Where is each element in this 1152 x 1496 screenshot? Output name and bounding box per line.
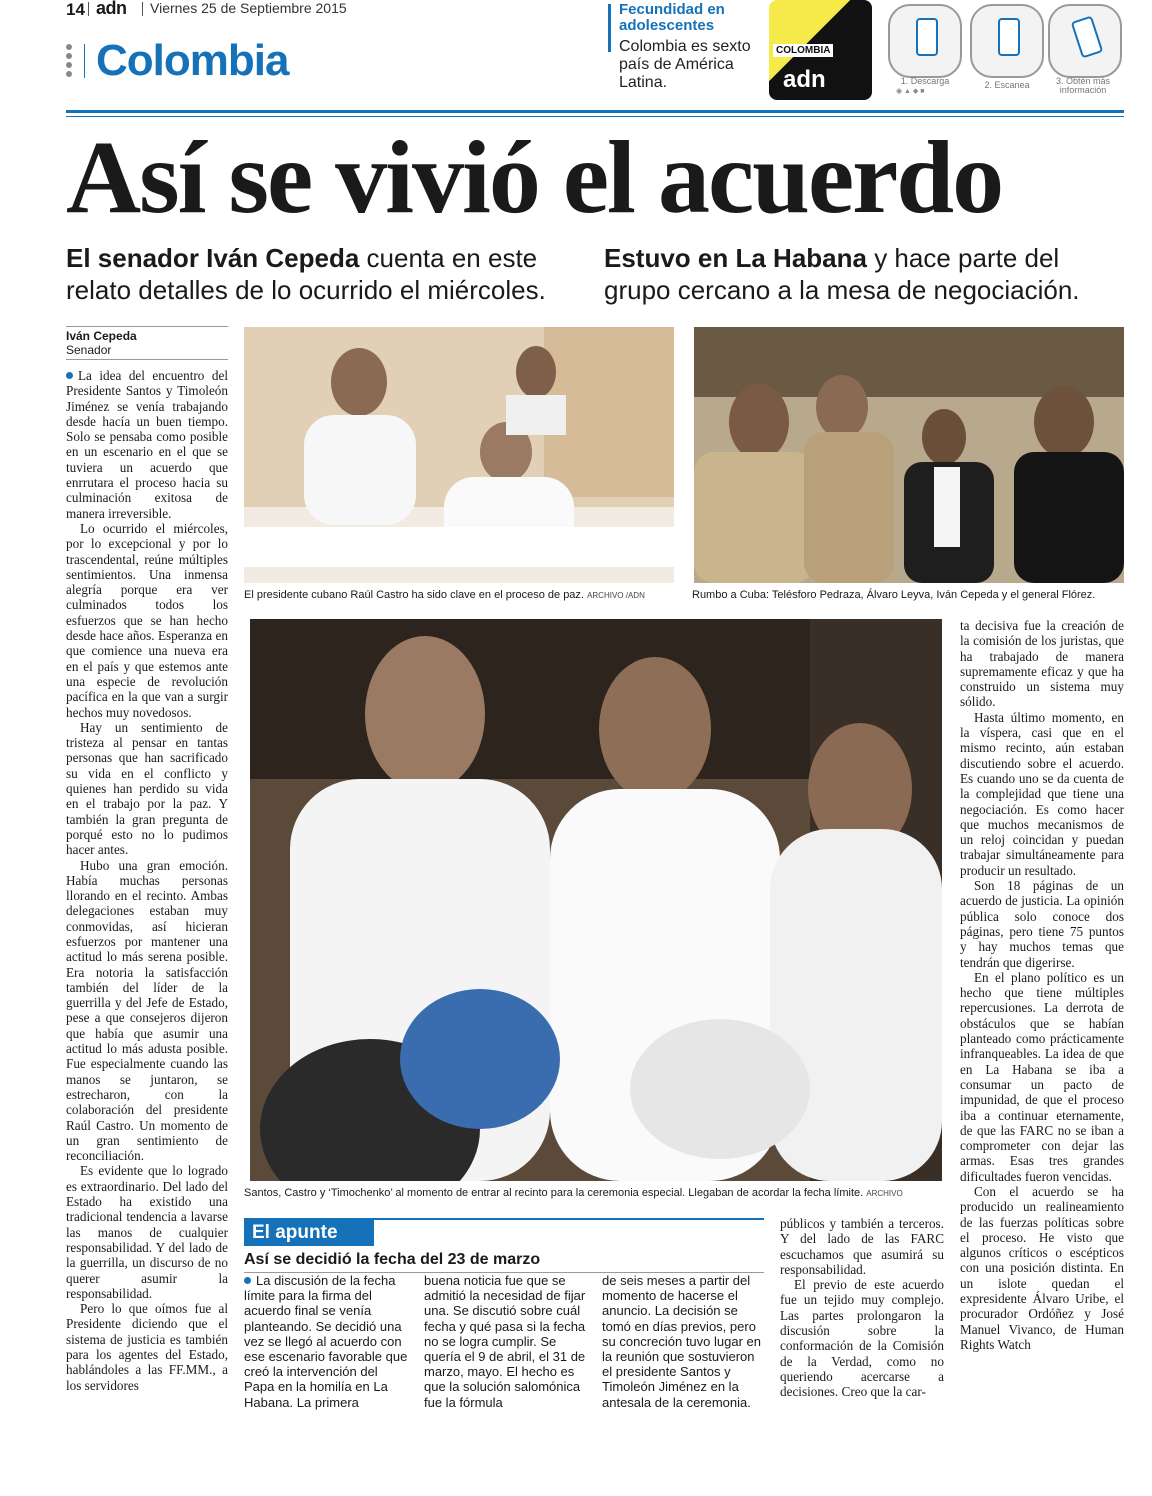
paragraph: Pero lo que oímos fue al Presidente diciendo que el sistema de justicia es también para los agentes del Estado, hablándoles a las FF.MM., a los servidores (66, 1301, 228, 1393)
divider (66, 359, 228, 360)
section-title: Colombia (96, 36, 289, 85)
deck-left (66, 242, 586, 306)
divider (84, 44, 85, 78)
photo-castro-image (244, 327, 674, 583)
brand-logo: adn (96, 0, 127, 18)
header-rule (66, 110, 1124, 113)
step-download (888, 4, 962, 78)
paragraph: Lo ocurrido el miércoles, por lo excepcional y por lo trascendental, reúne múltiples sentimientos. Una inmensa alegría porque era ver culminados todos los esfuerzos que se han hecho desde hace años. Esperanza en que comience una nueva era en el país y que estemos ante una especie de revolución pacífica en la que van a surgir hechos muy novedosos. (66, 520, 228, 720)
byline (66, 329, 137, 357)
app-badge-logo: adn (783, 66, 826, 93)
promo-title[interactable]: Fecundidad en adolescentes (619, 1, 725, 34)
deck-right-bold: Estuvo en La Habana (604, 243, 867, 273)
photo-plane (694, 327, 1124, 583)
store-icons: ◉ ▲ ◆ ■ (896, 88, 925, 95)
paragraph: Hubo una gran emoción. Había muchas personas llorando en el recinto. Ambas delegaciones estaban muy conmovidas, así hicieran esfuerzos por mantener una actitud lo más serena posible. Era notoria la satisfacción también del líder de la guerrilla y del Jefe de Estado, pese a que consejeros dijeron que había que asumir una actitud lo más adusta posible. Fue especialmente cuando las manos se juntaron, se estrecharon, con la colaboración del presidente Raúl Castro. Un momento de un gran sentimiento de reconciliación. (66, 857, 228, 1164)
step-info-label: 3. Obtén más información (1055, 76, 1111, 95)
photo-main-image (250, 619, 942, 1181)
paragraph: públicos y también a terceros. Y del lado de las FARC escuchamos que asumirá su responsabilidad. (780, 1216, 944, 1277)
deck-left-bold: El senador Iván Cepeda (66, 243, 360, 273)
divider (66, 326, 228, 327)
phone-info-icon (1071, 16, 1104, 59)
photo-castro-caption: El presidente cubano Raúl Castro ha sido clave en el proceso de paz. ARCHIVO /ADN (244, 589, 645, 601)
paragraph: Hay un sentimiento de tristeza al pensar en tantas personas que han sacrificado su vida en el conflicto y quienes han perdido su vida en el trabajo por la paz. Y también la gran pregunta de porqué esto no lo pudimos hacer antes. (66, 719, 228, 858)
phone-download-icon (916, 18, 938, 56)
issue-date: Viernes 25 de Septiembre 2015 (150, 0, 347, 16)
sidebar-column-2: buena noticia fue que se admitió la necesidad de fijar una. Se discutió sobre cuál fecha y qué pasa si la fecha no se logra cumplir. Se quería el 9 de abril, el 31 de marzo, mayo. El hecho es que la solución salomónica fue la fórmula (424, 1273, 586, 1410)
article-column-right (960, 618, 1124, 1408)
app-badge-label: COLOMBIA (773, 44, 833, 57)
photo-plane-caption: Rumbo a Cuba: Telésforo Pedraza, Álvaro Leyva, Iván Cepeda y el general Flórez. (692, 589, 1096, 601)
paragraph: Con el acuerdo se ha producido un realineamiento de las fuerzas políticas sobre el proceso. He visto que algunos críticos o escépticos con una posición distinta. En un islote quedan el expresidente Álvaro Uribe, el procurador Ordóñez y José Manuel Vivanco, de Human Rights Watch (960, 1183, 1124, 1352)
sidebar-title: Así se decidió la fecha del 23 de marzo (244, 1251, 541, 1268)
step-scan (970, 4, 1044, 78)
section-dots-icon (66, 44, 72, 80)
byline-role: Senador (66, 343, 112, 357)
photo-main (250, 619, 942, 1181)
bullet-icon (244, 1277, 251, 1284)
paragraph: ta decisiva fue la creación de la comisión de los juristas, que ha trabajado de manera supremamente eficaz y que ha construido un sistema muy sólido. (960, 618, 1124, 710)
page-number: 14 (66, 0, 85, 19)
paragraph: En el plano político es un hecho que tiene múltiples repercusiones. La derrota de obstáculos que se habían planteado como prácticamente infranqueables. La idea de que en La Habana se iba a consumar un pacto de impunidad, de que el proceso iba a continuar eternamente, de que las FARC no se iban a comprometer con dejar las armas. Esas tres grandes dificultades fueron vencidas. (960, 969, 1124, 1184)
step-info (1048, 4, 1122, 78)
sidebar-column-1: La discusión de la fecha límite para la firma del acuerdo final se venía planteando. Se decidió una vez se llegó al acuerdo con ese escenario favorable que creó la intervención del Papa en la homilía en La Habana. La primera (244, 1273, 408, 1410)
sidebar-label: El apunte (244, 1220, 374, 1246)
promo-accent (608, 4, 611, 52)
header-rule-thin (66, 116, 1124, 117)
photo-castro (244, 327, 674, 583)
phone-scan-icon (998, 18, 1020, 56)
article-column-1 (66, 368, 228, 1408)
paragraph: La idea del encuentro del Presidente Santos y Timoleón Jiménez se venía trabajando desde hacía un buen tiempo. Solo se pensaba como posible en un escenario en el que se tuviera un acuerdo que enrrutara el proceso hacia su culminación exitosa de manera irreversible. (66, 368, 228, 521)
paragraph: Son 18 páginas de un acuerdo de justicia. La opinión pública solo conoce dos páginas, pero tiene 75 puntos y hay muchos temas que tendrán que digerirse. (960, 878, 1124, 970)
photo-main-caption: Santos, Castro y ‘Timochenko’ al momento de entrar al recinto para la ceremonia especial. Llegaban de acordar la fecha límite. ARCHIVO (244, 1187, 903, 1199)
bullet-icon (66, 372, 73, 379)
deck-right (604, 242, 1124, 306)
paragraph: El previo de este acuerdo fue un tejido muy complejo. Las partes prolongaron la discusión sobre la conformación de la Comisión de la Verdad, como no queriendo acercarse a decisiones. Creo que la car- (780, 1277, 944, 1400)
article-column-bottom (780, 1216, 944, 1416)
divider (88, 2, 89, 16)
deck-left-text: cuenta en este relato detalles de lo ocurrido el miércoles. (66, 243, 546, 305)
sidebar-column-3: de seis meses a partir del momento de hacerse el anuncio. La decisión se tomó en días previos, pero su concreción tuvo lugar en la reunión que sostuvieron el presidente Santos y Timoleón Jiménez en la antesala de la ceremonia. (602, 1273, 761, 1410)
promo-text[interactable]: Colombia es sexto país de América Latina. (619, 38, 751, 91)
step-download-label: 1. Descarga (900, 76, 950, 86)
paragraph: Hasta último momento, en la víspera, casi que en el mismo recinto, aún estaban discutiendo sobre el acuerdo. Es cuando uno se da cuenta de la complejidad que tiene una negociación. Es como hacer que muchos mecanismos de un reloj coincidan y puedan trabajar simultáneamente para producir un resultado. (960, 709, 1124, 878)
photo-plane-image (694, 327, 1124, 583)
paragraph: Es evidente que lo logrado es extraordinario. Del lado del Estado ha existido una tradicional tendencia a lavarse las manos de cualquier responsabilidad. Y del lado de la guerrilla, un discurso de no querer asumir la responsabilidad. (66, 1163, 228, 1301)
byline-name: Iván Cepeda (66, 329, 137, 343)
step-scan-label: 2. Escanea (984, 80, 1030, 90)
divider (142, 2, 143, 16)
headline: Así se vivió el acuerdo (66, 120, 1003, 235)
app-badge[interactable] (769, 0, 872, 100)
deck-right-text: y hace parte del grupo cercano a la mesa de negociación. (604, 243, 1080, 305)
